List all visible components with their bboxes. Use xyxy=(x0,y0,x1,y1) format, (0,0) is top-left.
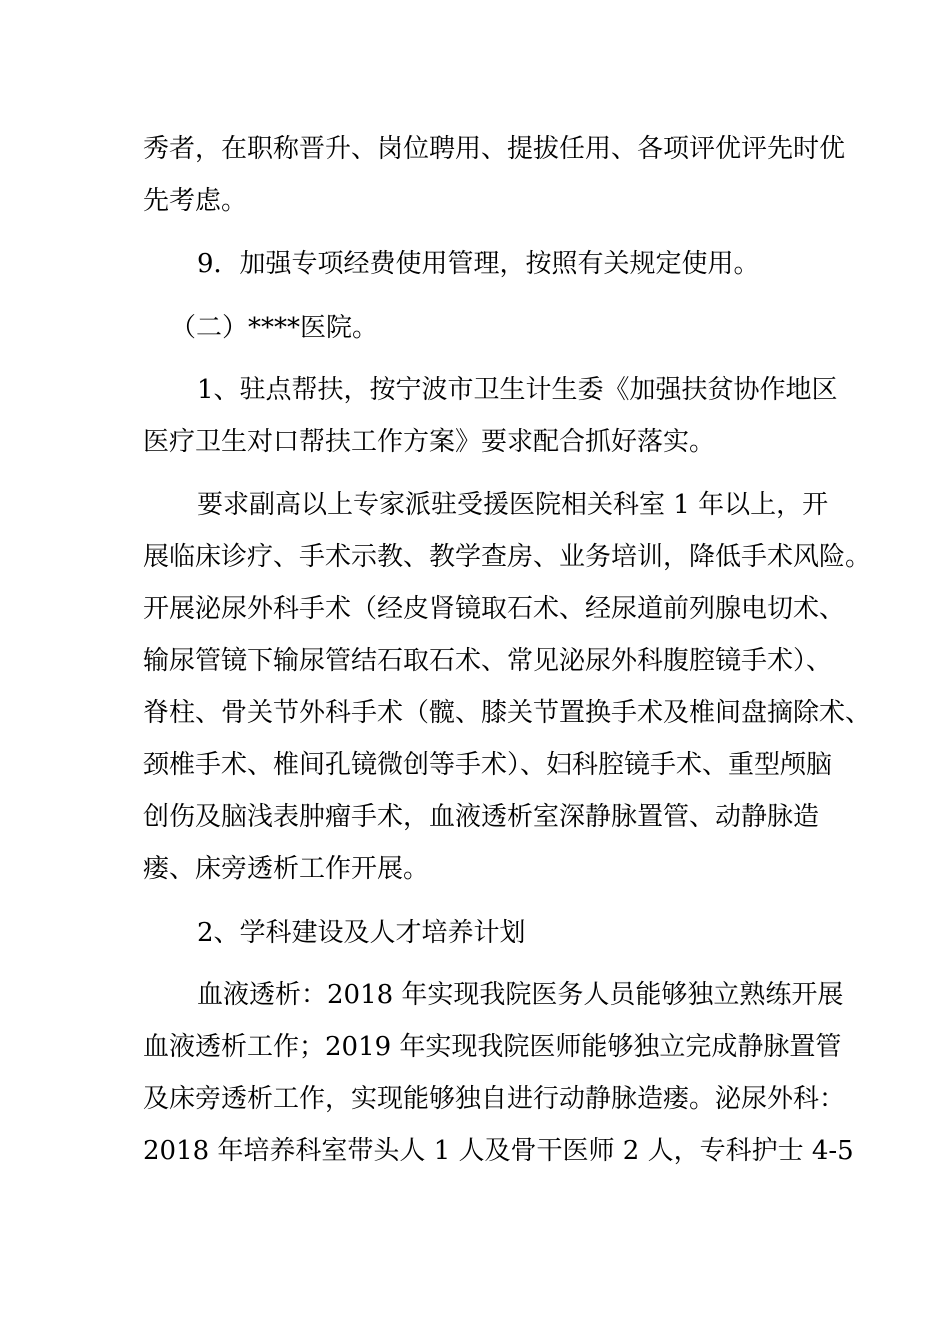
paragraph-line: 瘘、床旁透析工作开展。 xyxy=(143,854,430,884)
paragraph-line: 颈椎手术、椎间孔镜微创等手术）、妇科腔镜手术、重型颅脑 xyxy=(143,750,833,780)
list-item-2: 2、学科建设及人才培养计划 xyxy=(197,918,526,948)
paragraph-line: 秀者，在职称晋升、岗位聘用、提拔任用、各项评优评先时优 xyxy=(143,134,846,164)
paragraph-line: 创伤及脑浅表肿瘤手术，血液透析室深静脉置管、动静脉造 xyxy=(143,802,820,832)
list-item-9: 9．加强专项经费使用管理，按照有关规定使用。 xyxy=(197,249,760,279)
paragraph-line: 展临床诊疗、手术示教、教学查房、业务培训，降低手术风险。 xyxy=(143,542,872,572)
list-item-1: 1、驻点帮扶，按宁波市卫生计生委《加强扶贫协作地区 xyxy=(197,375,838,405)
paragraph-line: 血液透析：2018 年实现我院医务人员能够独立熟练开展 xyxy=(197,980,844,1010)
paragraph-line: 脊柱、骨关节外科手术（髋、膝关节置换手术及椎间盘摘除术、 xyxy=(143,698,872,728)
paragraph-line: 先考虑。 xyxy=(143,186,248,216)
paragraph-line: 输尿管镜下输尿管结石取石术、常见泌尿外科腹腔镜手术）、 xyxy=(143,646,833,676)
paragraph-line: 要求副高以上专家派驻受援医院相关科室 1 年以上，开 xyxy=(197,490,829,520)
paragraph-line: 医疗卫生对口帮扶工作方案》要求配合抓好落实。 xyxy=(143,427,716,457)
paragraph-line: 血液透析工作；2019 年实现我院医师能够独立完成静脉置管 xyxy=(143,1032,842,1062)
section-heading: （二）****医院。 xyxy=(170,313,379,343)
paragraph-line: 开展泌尿外科手术（经皮肾镜取石术、经尿道前列腺电切术、 xyxy=(143,594,846,624)
paragraph-line: 2018 年培养科室带头人 1 人及骨干医师 2 人，专科护士 4-5 xyxy=(143,1136,854,1166)
paragraph-line: 及床旁透析工作，实现能够独自进行动静脉造瘘。泌尿外科： xyxy=(143,1084,846,1114)
